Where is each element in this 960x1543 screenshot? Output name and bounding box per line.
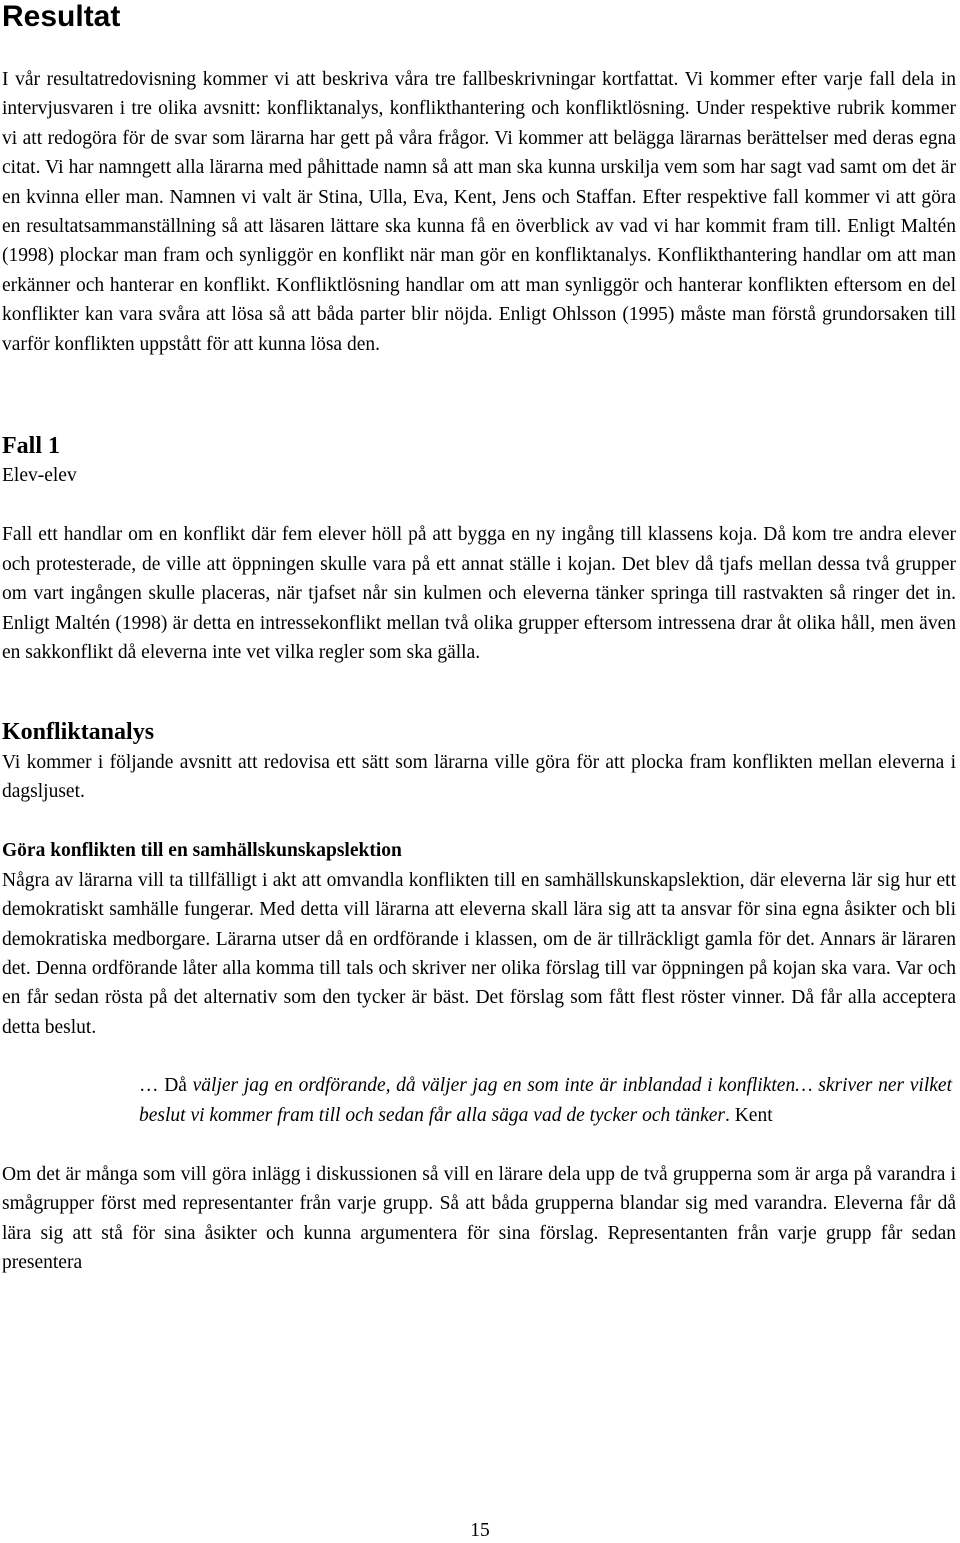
case-description: Fall ett handlar om en konflikt där fem elever höll på att bygga en ny ingång till klassens koja. Då kom tre andra elever och protesterade, de ville att öppningen skulle vara på ett annat ställe i kojan. Det blev då tjafs mellan dessa två grupper om vart ingången skulle placeras, när tjafset når sin kulmen och eleverna tänker springa till rastvakten så ringer det in. Enligt Maltén (1998) är detta en intressekonflikt mellan två olika grupper eftersom intressena drar åt olika håll, men även en sakkonflikt då eleverna inte vet vilka regler som ska gälla. bbox=[2, 524, 956, 664]
case-subtitle: Elev-elev bbox=[2, 465, 77, 487]
intro-paragraph: I vår resultatredovisning kommer vi att beskriva våra tre fallbeskrivningar kortfattat. Vi kommer efter varje fall dela in intervjusvaren i tre olika avsnitt: konfliktanalys, konflikthantering och konfliktlösning. Under respektive rubrik kommer vi att redogöra för de svar som lärarna har gett på våra frågor. Vi kommer att belägga lärarnas berättelser med deras egna citat. Vi har namngett alla lärarna med påhittade namn så att man ska kunna urskilja vem som har sagt vad samt om det är en kvinna eller man. Namnen vi valt är Stina, Ulla, Eva, Kent, Jens och Staffan. Efter respektive fall kommer vi att göra en resultatsammanställning så att läsaren lättare ska kunna få en överblick av vad vi har kommit fram till. Enligt Maltén (1998) plockar man fram och synliggör en konflikt när man gör en konfliktanalys. Konflikthantering handlar om att man erkänner och hanterar en konflikt. Konfliktlösning handlar om att man synliggör och hanterar konflikten eftersom en del konflikter kan vara svåra att lösa så att båda parter blir nöjda. Enligt Ohlsson (1995) måste man förstå grundorsaken till varför konflikten uppstått för att kunna lösa den. bbox=[2, 69, 956, 355]
lesson-paragraph: Några av lärarna vill ta tillfälligt i akt att omvandla konflikten till en samhällskunskapslektion, där eleverna lär sig hur ett demokratiskt samhälle fungerar. Med detta vill lärarna att eleverna skall lära sig att ta ansvar för sina egna åsikter och bli demokratiska medborgare. Lärarna utser då en ordförande i klassen, om de är tillräckligt gamla för det. Annars är läraren det. Denna ordförande låter alla komma till tals och skriver ner olika förslag till var öppningen på kojan ska vara. Var och en får sedan rösta på det alternativ som den tycker är bäst. Det förslag som fått flest röster vinner. Då får alla acceptera detta beslut. bbox=[2, 869, 956, 1038]
page-number: 15 bbox=[470, 1520, 490, 1541]
case-title: Fall 1 bbox=[2, 433, 60, 460]
closing-paragraph: Om det är många som vill göra inlägg i diskussionen så vill en lärare dela upp de två grupperna som är arga på varandra i smågrupper först med representanter från varje grupp. Så att båda grupperna blandar sig med varandra. Eleverna får då lära sig att stå för sina åsikter och kunna argumentera för sina förslag. Representanten från varje grupp får sedan presentera bbox=[2, 1163, 956, 1274]
subsection-title-lesson: Göra konflikten till en samhällskunskapslektion bbox=[2, 840, 402, 862]
quote-italic-text: väljer jag en ordförande, då väljer jag en som inte är inblandad i konflikten… skriver ner vilket beslut vi kommer fram till och sedan får alla säga vad de tycker och tänker bbox=[139, 1075, 952, 1126]
section-title-analysis: Konfliktanalys bbox=[2, 718, 155, 745]
analysis-paragraph: Vi kommer i följande avsnitt att redovisa ett sätt som lärarna ville göra för att plocka fram konflikten mellan eleverna i dagsljuset. bbox=[2, 751, 956, 802]
teacher-quote bbox=[139, 1071, 952, 1130]
quote-lead: … Då bbox=[139, 1075, 193, 1097]
quote-attribution: . Kent bbox=[724, 1104, 773, 1126]
page-heading: Resultat bbox=[2, 0, 121, 33]
